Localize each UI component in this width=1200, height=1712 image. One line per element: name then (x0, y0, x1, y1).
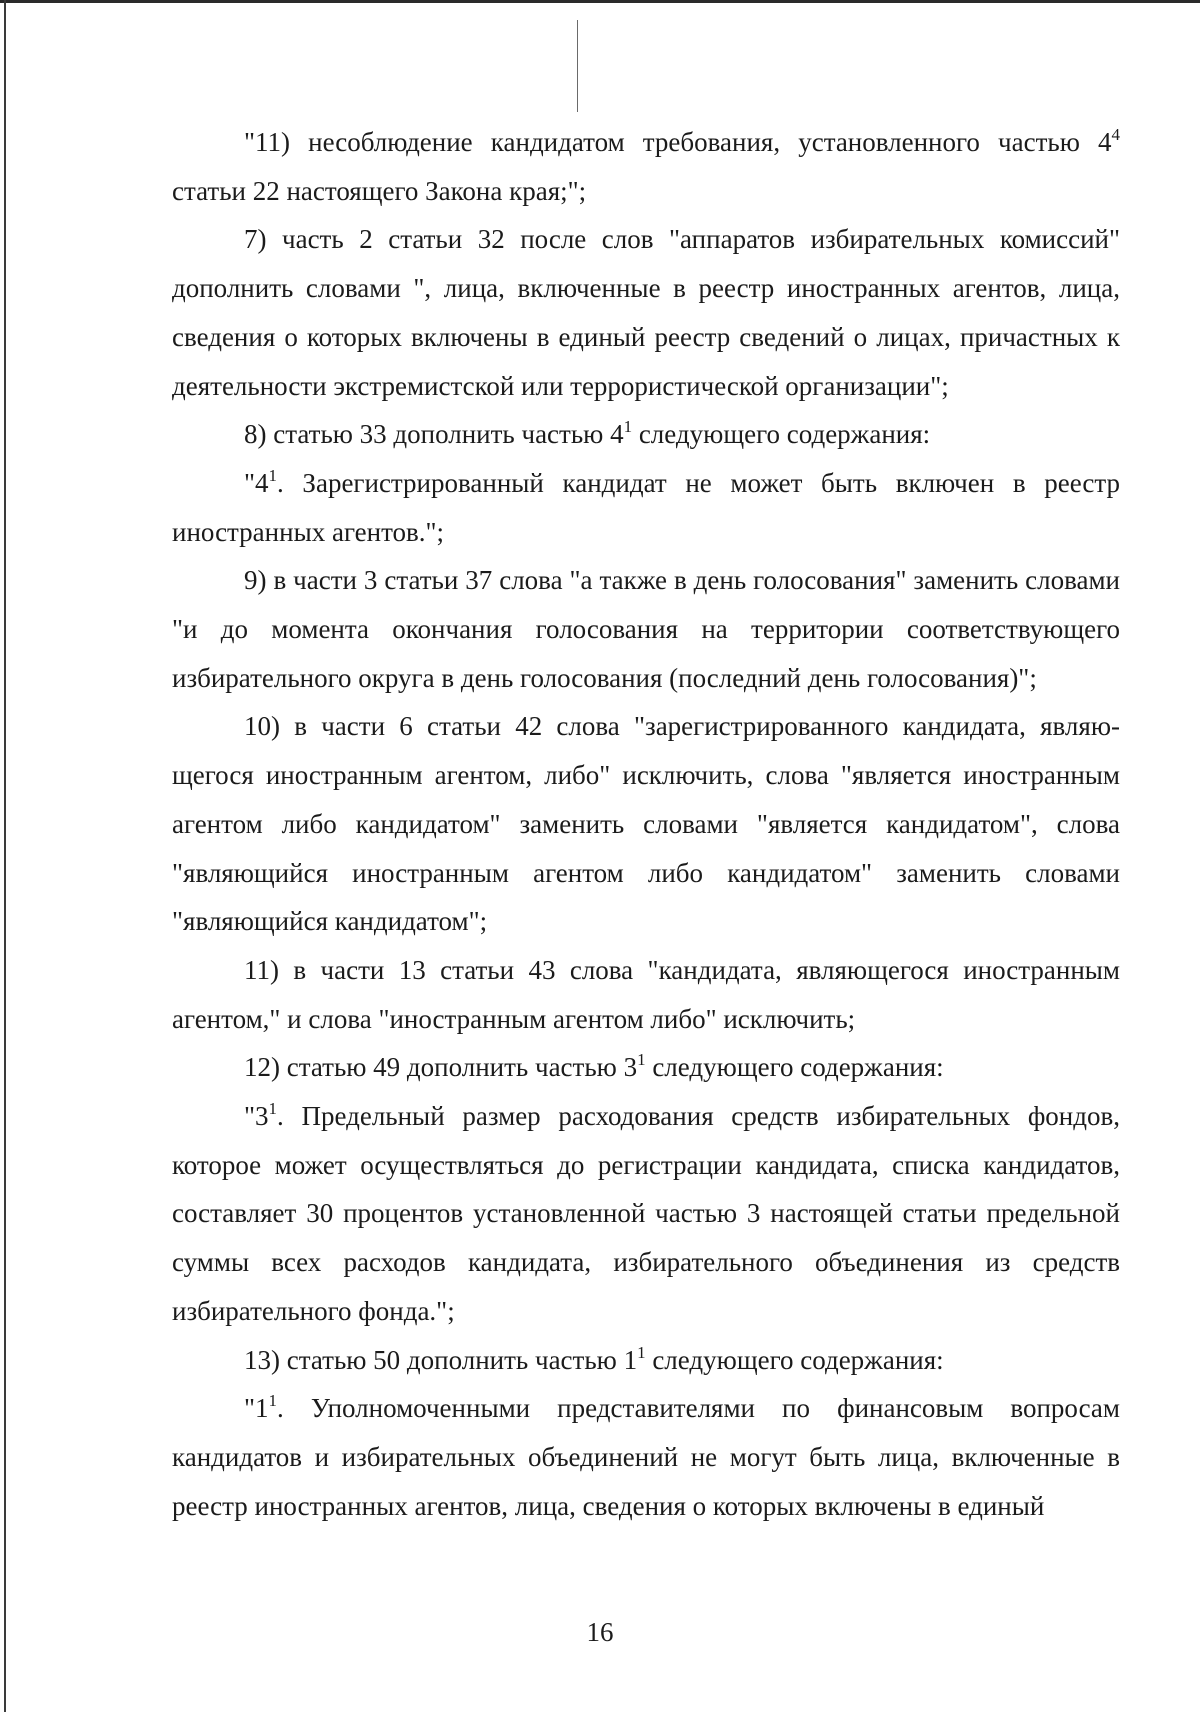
superscript: 1 (623, 417, 633, 437)
superscript: 4 (1111, 124, 1120, 144)
text-run: "3 (244, 1101, 269, 1132)
text-run: 10) в части 6 статьи 42 слова "зарегистрированного кандидата, являющегося иностранным агентом, либо" исключить, слова "является иностранным агентом либо кандидатом" заменить словами "является кандидатом", слова "являющийся иностранным агентом либо кандидатом" заменить словами "являющийся кандидатом"; (172, 711, 1120, 937)
scan-edge-top (0, 0, 1200, 3)
text-run: "4 (244, 467, 269, 498)
superscript: 1 (637, 1342, 646, 1362)
text-run: 7) часть 2 статьи 32 после слов "аппаратов избирательных комиссий" дополнить словами ", лица, включенные в реестр иностранных агентов, лица, сведения о которых включены в единый реестр сведений о лицах, причастных к деятельности экстремистской или террористической организации"; (172, 224, 1120, 401)
paragraph (172, 118, 1120, 215)
text-run: статьи 22 настоящего Закона края;"; (172, 175, 587, 206)
superscript: 1 (268, 1391, 278, 1411)
text-run: следующего содержания: (645, 1344, 944, 1375)
text-run: . Зарегистрированный кандидат не может быть включен в реестр иностранных агентов."; (172, 467, 1120, 547)
text-run: . Уполномоченными представителями по финансовым вопросам кандидатов и избирательных объединений не могут быть лица, включенные в реестр иностранных агентов, лица, сведения о которых включены в единый (172, 1393, 1120, 1521)
page-number: 16 (586, 1617, 614, 1647)
text-run: 12) статью 49 дополнить частью 3 (244, 1052, 638, 1083)
text-run: . Предельный размер расходования средств избирательных фондов, которое может осуществляться до регистрации кандидата, списка кандидатов, составляет 30 процентов установленной частью 3 настоящей статьи предельной суммы всех расходов кандидата, избирательного объединения из средств избирательного фонда."; (172, 1101, 1120, 1326)
text-run: 9) в части 3 статьи 37 слова "а также в день голосования" заменить словами "и до момента окончания голосования на территории соответствующего избирательного округа в день голосования (последний день голосования)"; (172, 565, 1120, 693)
scan-fold-line (577, 20, 578, 112)
paragraph (172, 1384, 1120, 1530)
page-text (172, 118, 1120, 1530)
paragraph (172, 556, 1120, 702)
scan-edge-left (4, 0, 6, 1712)
text-run: следующего содержания: (645, 1052, 944, 1083)
paragraph (172, 410, 1120, 459)
paragraph (172, 1336, 1120, 1385)
paragraph (172, 215, 1120, 410)
text-run: следующего содержания: (632, 419, 931, 450)
superscript: 1 (268, 465, 278, 485)
text-run: "1 (244, 1393, 269, 1424)
superscript: 1 (268, 1099, 278, 1119)
paragraph (172, 702, 1120, 946)
paragraph (172, 459, 1120, 556)
text-run: 11) в части 13 статьи 43 слова "кандидата, являющегося иностранным агентом," и слова "иностранным агентом либо" исключить; (172, 954, 1120, 1034)
paragraph (172, 1092, 1120, 1336)
text-run: 13) статью 50 дополнить частью 1 (244, 1344, 638, 1375)
superscript: 1 (637, 1050, 646, 1070)
paragraph (172, 1043, 1120, 1092)
text-run: "11) несоблюдение кандидатом требования, установленного частью 4 (244, 127, 1112, 157)
text-run: 8) статью 33 дополнить частью 4 (244, 419, 624, 450)
paragraph (172, 946, 1120, 1043)
